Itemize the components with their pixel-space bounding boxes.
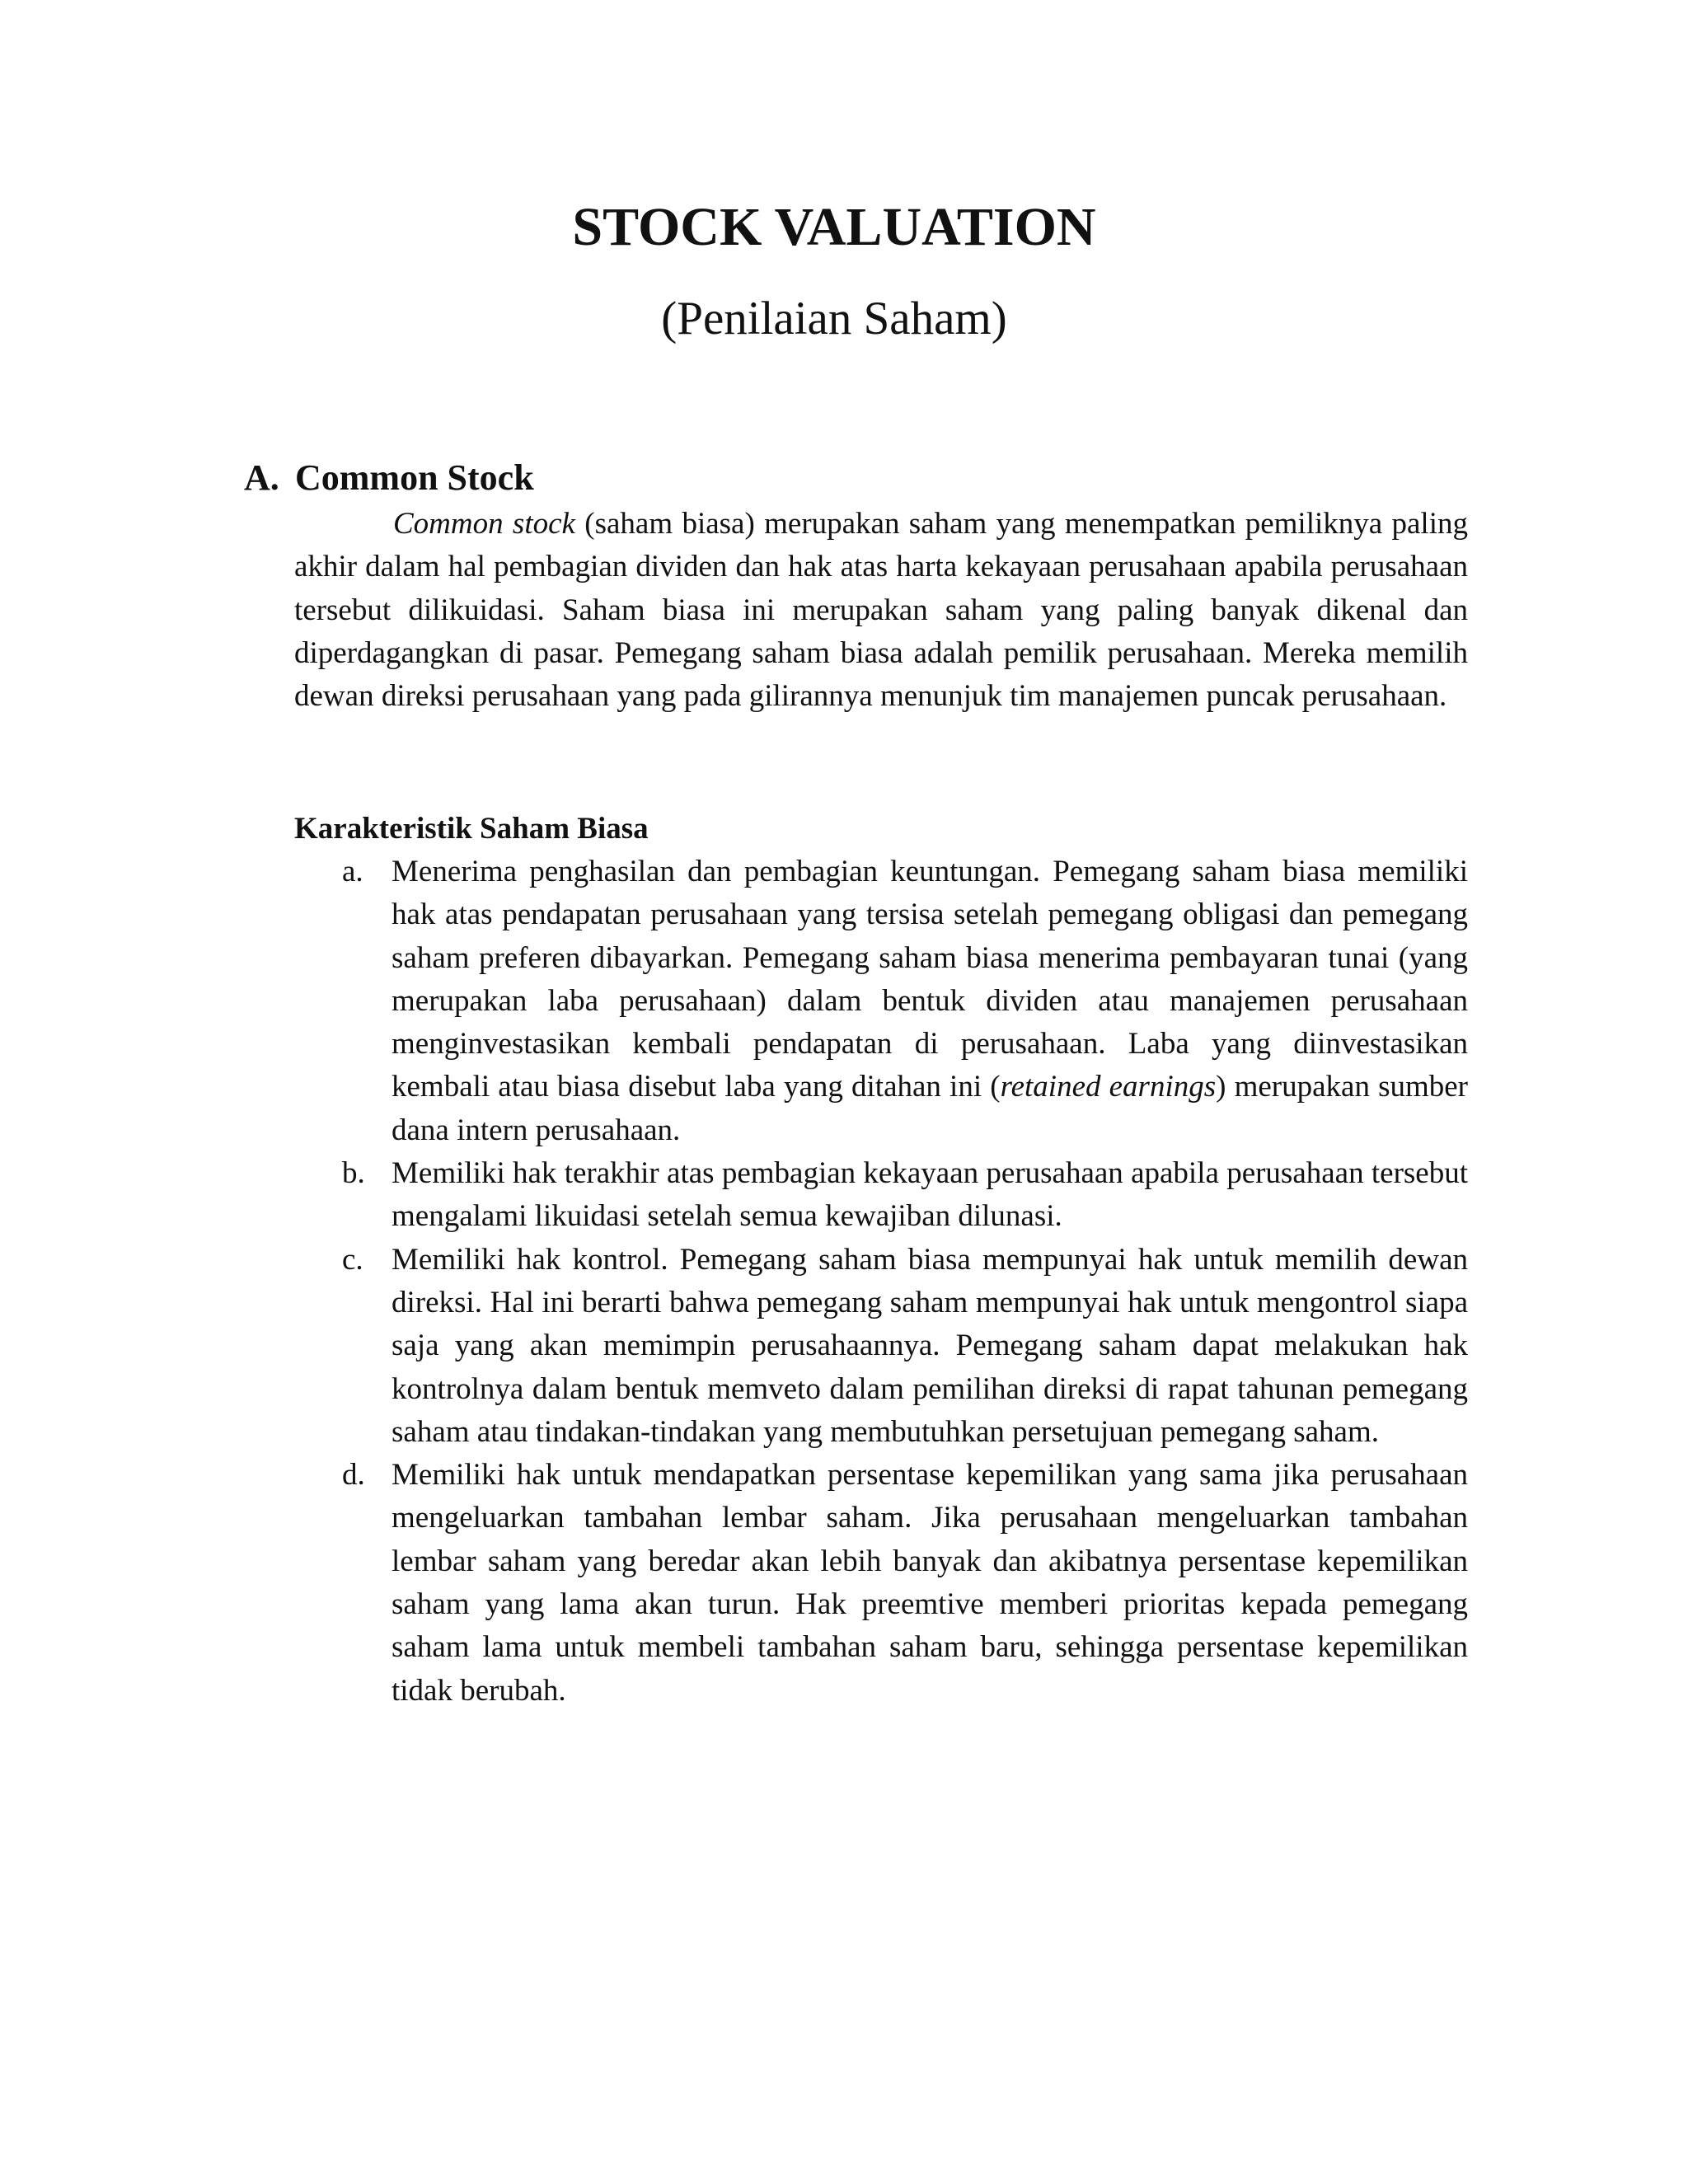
list-item-text [392, 1243, 1468, 1449]
list-marker: a. [342, 855, 363, 888]
list-item-text-tail: ) merupakan sumber dana intern perusahaan. [392, 1070, 1468, 1147]
list-item [294, 1454, 1468, 1713]
page-title: STOCK VALUATION [572, 197, 1096, 257]
list-item-text [392, 855, 1468, 1147]
paragraph-text: (saham biasa) merupakan saham yang menempatkan pemiliknya paling akhir dalam hal pembagian dividen dan hak atas harta kekayaan perusahaan apabila perusahaan tersebut dilikuidasi. Saham biasa ini merupakan saham yang paling banyak dikenal dan diperdagangkan di pasar. Pemegang saham biasa adalah pemilik perusahaan. Mereka memilih dewan direksi perusahaan yang pada gilirannya menunjuk tim manajemen puncak perusahaan. [294, 507, 1468, 714]
page-subtitle: (Penilaian Saham) [661, 293, 1007, 344]
list-item [294, 851, 1468, 1152]
section-heading [244, 455, 534, 501]
list-item-text-main: Memiliki hak kontrol. Pemegang saham biasa mempunyai hak untuk memilih dewan direksi. Hal ini berarti bahwa pemegang saham mempunyai hak untuk mengontrol siapa saja yang akan memimpin perusahaannya. Pemegang saham dapat melakukan hak kontrolnya dalam bentuk memveto dalam pemilihan direksi di rapat tahunan pemegang saham atau tindakan-tindakan yang membutuhkan persetujuan pemegang saham. [392, 1242, 1468, 1449]
section-letter: A. [244, 457, 279, 498]
list-item-text-main: Menerima penghasilan dan pembagian keuntungan. Pemegang saham biasa memiliki hak atas pendapatan perusahaan yang tersisa setelah pemegang obligasi dan pemegang saham preferen dibayarkan. Pemegang saham biasa menerima pembayaran tunai (yang merupakan laba perusahaan) dalam bentuk dividen atau manajemen perusahaan menginvestasikan kembali pendapatan di perusahaan. Laba yang diinvestasikan kembali atau biasa disebut laba yang ditahan ini ( [392, 855, 1468, 1104]
characteristics-list [294, 851, 1468, 1713]
list-item [294, 1239, 1468, 1454]
list-item-text-main: Memiliki hak untuk mendapatkan persentase kepemilikan yang sama jika perusahaan mengeluarkan tambahan lembar saham. Jika perusahaan mengeluarkan tambahan lembar saham yang beredar akan lebih banyak dan akibatnya persentase kepemilikan saham yang lama akan turun. Hak preemtive memberi prioritas kepada pemegang saham lama untuk membeli tambahan saham baru, sehingga persentase kepemilikan tidak berubah. [392, 1458, 1468, 1708]
paragraph-lead-italic: Common stock [393, 507, 575, 541]
list-item [294, 1152, 1468, 1239]
list-marker: d. [342, 1458, 365, 1493]
list-item-text [392, 1458, 1468, 1707]
list-marker: b. [342, 1156, 365, 1191]
characteristics-heading: Karakteristik Saham Biasa [294, 812, 649, 846]
list-marker: c. [342, 1242, 363, 1277]
list-item-text-italic: retained earnings [1000, 1070, 1217, 1104]
section-heading-text: Common Stock [295, 457, 534, 498]
section-paragraph [294, 503, 1468, 718]
list-item-text-main: Memiliki hak terakhir atas pembagian kekayaan perusahaan apabila perusahaan tersebut mengalami likuidasi setelah semua kewajiban dilunasi. [392, 1156, 1468, 1234]
list-item-text [392, 1156, 1468, 1233]
